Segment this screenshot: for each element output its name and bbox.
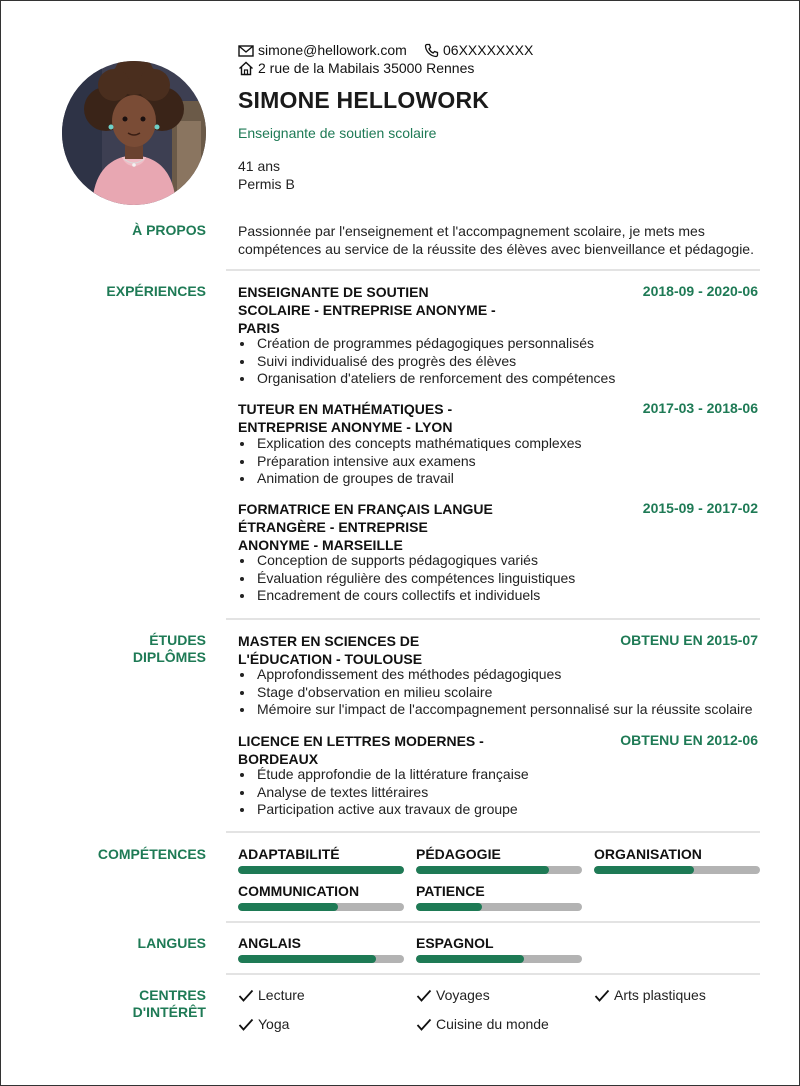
skill-label: COMMUNICATION (238, 883, 360, 899)
list-item: Suivi individualisé des progrès des élèves (238, 353, 768, 371)
skill-bar-fill (416, 866, 549, 874)
experience-title: FORMATRICE EN FRANÇAIS LANGUE ÉTRANGÈRE - ENTREPRISE ANONYME - MARSEILLE (238, 501, 493, 553)
language-bar-fill (416, 955, 524, 963)
education-bullets (238, 766, 768, 819)
about-text: Passionnée par l'enseignement et l'accompagnement scolaire, je mets mes compétences au service de la réussite des élèves avec bienveillance et pédagogie. (238, 223, 754, 257)
checkmark-icon (416, 989, 432, 1003)
skill-label: ADAPTABILITÉ (238, 846, 340, 862)
contact-email[interactable]: simone@hellowork.com (258, 42, 407, 58)
skill-item (416, 846, 582, 874)
education-bullets (238, 666, 768, 719)
interest-item: Yoga (238, 1016, 289, 1032)
language-label: ESPAGNOL (416, 935, 494, 951)
list-item: Préparation intensive aux examens (238, 453, 768, 471)
section-experiences-label: EXPÉRIENCES (106, 283, 206, 299)
contact-email-line (238, 41, 407, 59)
experience-title: TUTEUR EN MATHÉMATIQUES - ENTREPRISE ANONYME - LYON (238, 401, 453, 435)
separator (226, 618, 760, 620)
list-item: Approfondissement des méthodes pédagogiques (238, 666, 768, 684)
list-item: Organisation d'ateliers de renforcement des compétences (238, 370, 768, 388)
interest-item: Voyages (416, 987, 490, 1003)
experience-bullets (238, 435, 768, 488)
language-label: ANGLAIS (238, 935, 301, 951)
separator (226, 921, 760, 923)
checkmark-icon (594, 989, 610, 1003)
contact-phone[interactable]: 06XXXXXXXX (443, 42, 534, 58)
skill-bar-fill (238, 903, 338, 911)
skill-item (594, 846, 760, 874)
list-item: Encadrement de cours collectifs et individuels (238, 587, 768, 605)
list-item: Participation active aux travaux de groupe (238, 801, 768, 819)
education-title: MASTER EN SCIENCES DE L'ÉDUCATION - TOULOUSE (238, 633, 423, 667)
skill-label: ORGANISATION (594, 846, 702, 862)
phone-icon (424, 43, 439, 58)
checkmark-icon (238, 1018, 254, 1032)
section-education-label: ÉTUDES DIPLÔMES (132, 632, 206, 665)
skill-bar-fill (416, 903, 482, 911)
skill-bar-fill (238, 866, 404, 874)
language-item (238, 935, 404, 963)
language-bar (238, 955, 404, 963)
separator (226, 973, 760, 975)
language-item (416, 935, 582, 963)
list-item: Analyse de textes littéraires (238, 784, 768, 802)
list-item: Explication des concepts mathématiques complexes (238, 435, 768, 453)
language-bar (416, 955, 582, 963)
experience-bullets (238, 552, 768, 605)
separator (226, 831, 760, 833)
job-title: Enseignante de soutien scolaire (238, 125, 437, 141)
list-item: Évaluation régulière des compétences linguistiques (238, 570, 768, 588)
section-skills-label: COMPÉTENCES (97, 846, 206, 862)
section-languages-label: LANGUES (137, 935, 206, 951)
list-item: Création de programmes pédagogiques personnalisés (238, 335, 768, 353)
experience-date: 2015-09 - 2017-02 (642, 500, 758, 516)
education-title: LICENCE EN LETTRES MODERNES - BORDEAUX (238, 733, 484, 767)
skill-bar (416, 903, 582, 911)
skill-bar (238, 903, 404, 911)
separator (226, 269, 760, 271)
language-bar-fill (238, 955, 376, 963)
list-item: Stage d'observation en milieu scolaire (238, 684, 768, 702)
contact-address: 2 rue de la Mabilais 35000 Rennes (258, 60, 475, 76)
list-item: Mémoire sur l'impact de l'accompagnement personnalisé sur la réussite scolaire (238, 701, 768, 719)
interest-item: Lecture (238, 987, 305, 1003)
checkmark-icon (416, 1018, 432, 1032)
experience-bullets (238, 335, 768, 388)
education-date: OBTENU EN 2012-06 (620, 732, 758, 748)
skill-bar (594, 866, 760, 874)
skill-label: PATIENCE (416, 883, 485, 899)
envelope-icon (238, 44, 254, 58)
skill-bar (238, 866, 404, 874)
checkmark-icon (238, 989, 254, 1003)
interest-item: Arts plastiques (594, 987, 706, 1003)
driving-license: Permis B (238, 176, 295, 192)
section-interests-label: CENTRES D'INTÉRÊT (132, 987, 206, 1020)
profile-photo (62, 61, 206, 205)
list-item: Conception de supports pédagogiques variés (238, 552, 768, 570)
section-about-label: À PROPOS (132, 222, 206, 238)
list-item: Animation de groupes de travail (238, 470, 768, 488)
skill-item (416, 883, 582, 911)
skill-bar-fill (594, 866, 694, 874)
experience-title: ENSEIGNANTE DE SOUTIEN SCOLAIRE - ENTREPRISE ANONYME - PARIS (238, 284, 496, 336)
experience-date: 2018-09 - 2020-06 (642, 283, 758, 299)
interest-item: Cuisine du monde (416, 1016, 549, 1032)
home-icon (238, 61, 254, 76)
list-item: Étude approfondie de la littérature française (238, 766, 768, 784)
skill-item (238, 883, 404, 911)
contact-address-line (238, 59, 474, 77)
skill-item (238, 846, 404, 874)
full-name: SIMONE HELLOWORK (238, 87, 490, 113)
skill-bar (416, 866, 582, 874)
age: 41 ans (238, 158, 281, 174)
contact-phone-line (424, 41, 533, 59)
experience-date: 2017-03 - 2018-06 (642, 400, 758, 416)
skill-label: PÉDAGOGIE (416, 846, 501, 862)
education-date: OBTENU EN 2015-07 (620, 632, 758, 648)
